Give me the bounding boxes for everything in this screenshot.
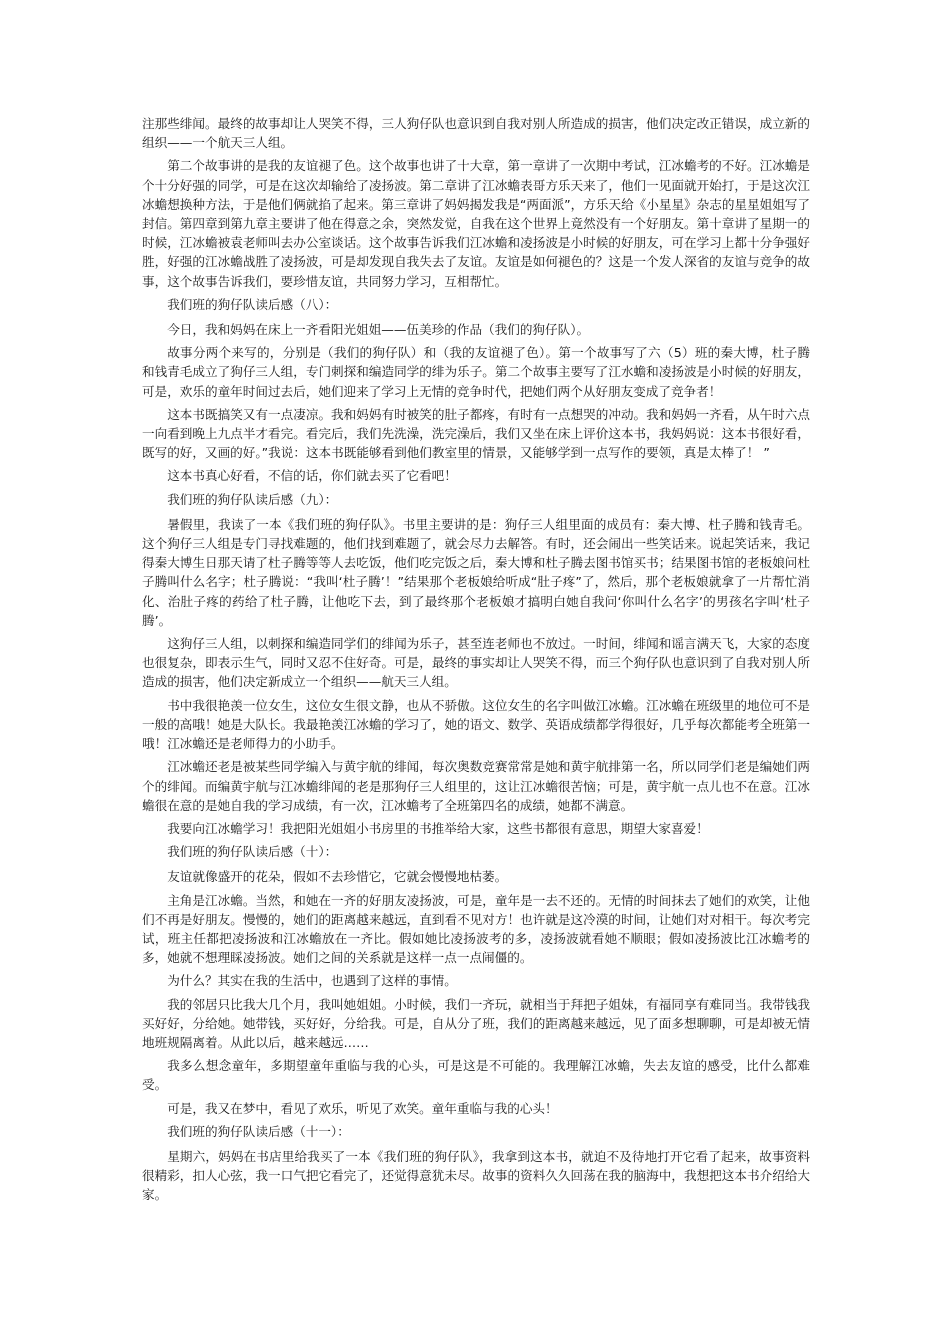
paragraph: 主角是江冰蟾。当然，和她在一齐的好朋友凌扬波，可是，童年是一去不还的。无情的时间抹去了她们的欢笑，让他们不再是好朋友。慢慢的，她们的距离越来越远，直到看不见对方！也许就是这冷漠的时间，让她们对对相干。每次考完试，班主任都把凌扬波和江冰蟾放在一齐比。假如她比凌扬波考的多，凌扬波就看她不顺眼；假如凌扬波比江冰蟾考的多，她就不想理睬凌扬波。她们之间的关系就是这样一点一点闹僵的。 — [142, 892, 810, 966]
section-heading: 我们班的狗仔队读后感（十一）： — [167, 1123, 350, 1139]
paragraph: 可是，我又在梦中，看见了欢乐，听见了欢笑。童年重临与我的心头！ — [167, 1100, 558, 1116]
paragraph: 友谊就像盛开的花朵，假如不去珍惜它，它就会慢慢地枯萎。 — [167, 869, 508, 885]
paragraph: 今日，我和妈妈在床上一齐看阳光姐姐——伍美珍的作品（我们的狗仔队）。 — [167, 322, 590, 338]
paragraph: 注那些绯闻。最终的故事却让人哭笑不得，三人狗仔队也意识到自我对别人所造成的损害，他们决定改正错误，成立新的组织——一个航天三人组。 — [142, 116, 810, 151]
paragraph: 江冰蟾还老是被某些同学编入与黄宇航的绯闻，每次奥数竞赛常常是她和黄宇航排第一名，所以同学们老是编她们两个的绯闻。而编黄宇航与江冰蟾绯闻的老是那狗仔三人组里的，这让江冰蟾很苦恼；可是，黄宇航一点儿也不在意。江冰蟾很在意的是她自我的学习成绩，有一次，江冰蟾考了全班第四名的成绩，她都不满意。 — [142, 759, 810, 813]
paragraph: 这狗仔三人组，以刺探和编造同学们的绯闻为乐子，甚至连老师也不放过。一时间，绯闻和谣言满天飞，大家的态度也很复杂，即表示生气，同时又忍不住好奇。可是，最终的事实却让人哭笑不得，而三个狗仔队也意识到了自我对别人所造成的损害，他们决定新成立一个组织——航天三人组。 — [142, 636, 810, 690]
section-heading: 我们班的狗仔队读后感（十）： — [167, 844, 338, 860]
document-page — [142, 114, 810, 1209]
paragraph: 为什么？其实在我的生活中，也遇到了这样的事情。 — [167, 973, 457, 989]
paragraph: 故事分两个来写的，分别是（我们的狗仔队）和（我的友谊褪了色）。第一个故事写了六（5）班的秦大博，杜子腾和钱青毛成立了狗仔三人组，专门刺探和编造同学的绯为乐子。第二个故事主要写了江水蟾和凌扬波是小时候的好朋友，可是，欢乐的童年时间过去后，她们迎来了学习上无情的竞争时代，把她们两个从好朋友变成了竞争者！ — [142, 345, 810, 399]
paragraph: 这本书真心好看，不信的话，你们就去买了它看吧！ — [167, 468, 457, 484]
section-heading: 我们班的狗仔队读后感（九）： — [167, 491, 338, 507]
section-heading: 我们班的狗仔队读后感（八）： — [167, 296, 338, 312]
paragraph: 暑假里，我读了一本《我们班的狗仔队》。书里主要讲的是：狗仔三人组里面的成员有：秦大博、杜子腾和钱青毛。这个狗仔三人组是专门寻找难题的，他们找到难题了，就会尽力去解答。有时，还会闹出一些笑话来。说起笑话来，我记得秦大博生日那天请了杜子腾等等人去吃饭，他们吃完饭之后，秦大博和杜子腾去图书馆买书；结果图书馆的老板娘问杜子腾叫什么名字；杜子腾说：“我叫‘杜子腾’！”结果那个老板娘给听成“肚子疼”了，然后，那个老板娘就拿了一片帮忙消化、治肚子疼的药给了杜子腾，让他吃下去，到了最终那个老板娘才搞明白她自我问‘你叫什么名字’的男孩名字叫‘杜子腾’。 — [142, 516, 810, 628]
paragraph: 我的邻居只比我大几个月，我叫她姐姐。小时候，我们一齐玩，就相当于拜把子姐妹，有福同享有难同当。我带钱我买好好，分给她。她带钱，买好好，分给我。可是，自从分了班，我们的距离越来越远，见了面多想聊聊，可是却被无情地班规隔离着。从此以后，越来越远…… — [142, 996, 810, 1050]
paragraph: 这本书既搞笑又有一点凄凉。我和妈妈有时被笑的肚子都疼，有时有一点想哭的冲动。我和妈妈一齐看，从午时六点一向看到晚上九点半才看完。看完后，我们先洗澡，洗完澡后，我们又坐在床上评价这本书，我妈妈说：这本书很好看，既写的好，又画的好。”我说：这本书既能够看到他们教室里的情景，又能够学到一点写作的要领，真是太棒了！ ” — [142, 406, 810, 461]
paragraph: 星期六，妈妈在书店里给我买了一本《我们班的狗仔队》，我拿到这本书，就迫不及待地打开它看了起来，故事资料很精彩，扣人心弦，我一口气把它看完了，还觉得意犹未尽。故事的资料久久回荡在我的脑海中，我想把这本书介绍给大家。 — [142, 1148, 810, 1203]
paragraph: 第二个故事讲的是我的友谊褪了色。这个故事也讲了十大章，第一章讲了一次期中考试，江冰蟾考的不好。江冰蟾是个十分好强的同学，可是在这次却输给了凌扬波。第二章讲了江冰蟾表哥方乐天来了，他们一见面就开始打，于是这次江冰蟾想换种方法，于是他们俩就掐了起来。第三章讲了妈妈揭发我是“两面派”，方乐天给《小星星》杂志的星星姐姐写了封信。第四章到第九章主要讲了他在得意之余，突然发觉，自我在这个世界上竟然没有一个好朋友。第十章讲了星期一的时候，江冰蟾被袁老师叫去办公室谈话。这个故事告诉我们江冰蟾和凌扬波是小时候的好朋友，可在学习上都十分争强好胜，好强的江冰蟾战胜了凌扬波，可是却发现自我失去了友谊。友谊是如何褪色的？这是一个发人深省的友谊与竞争的故事，这个故事告诉我们，要珍惜友谊，共同努力学习，互相帮忙。 — [142, 158, 810, 289]
paragraph: 我多么想念童年，多期望童年重临与我的心头，可是这是不可能的。我理解江冰蟾，失去友谊的感受，比什么都难受。 — [142, 1058, 810, 1093]
paragraph: 书中我很艳羡一位女生，这位女生很文静，也从不骄傲。这位女生的名字叫做江冰蟾。江冰蟾在班级里的地位可不是一般的高哦！她是大队长。我最艳羡江冰蟾的学习了，她的语文、数学、英语成绩都学得很好，几乎每次都能考全班第一哦！江冰蟾还是老师得力的小助手。 — [142, 697, 810, 752]
paragraph: 我要向江冰蟾学习！我把阳光姐姐小书房里的书推举给大家，这些书都很有意思，期望大家喜爱！ — [167, 820, 709, 836]
